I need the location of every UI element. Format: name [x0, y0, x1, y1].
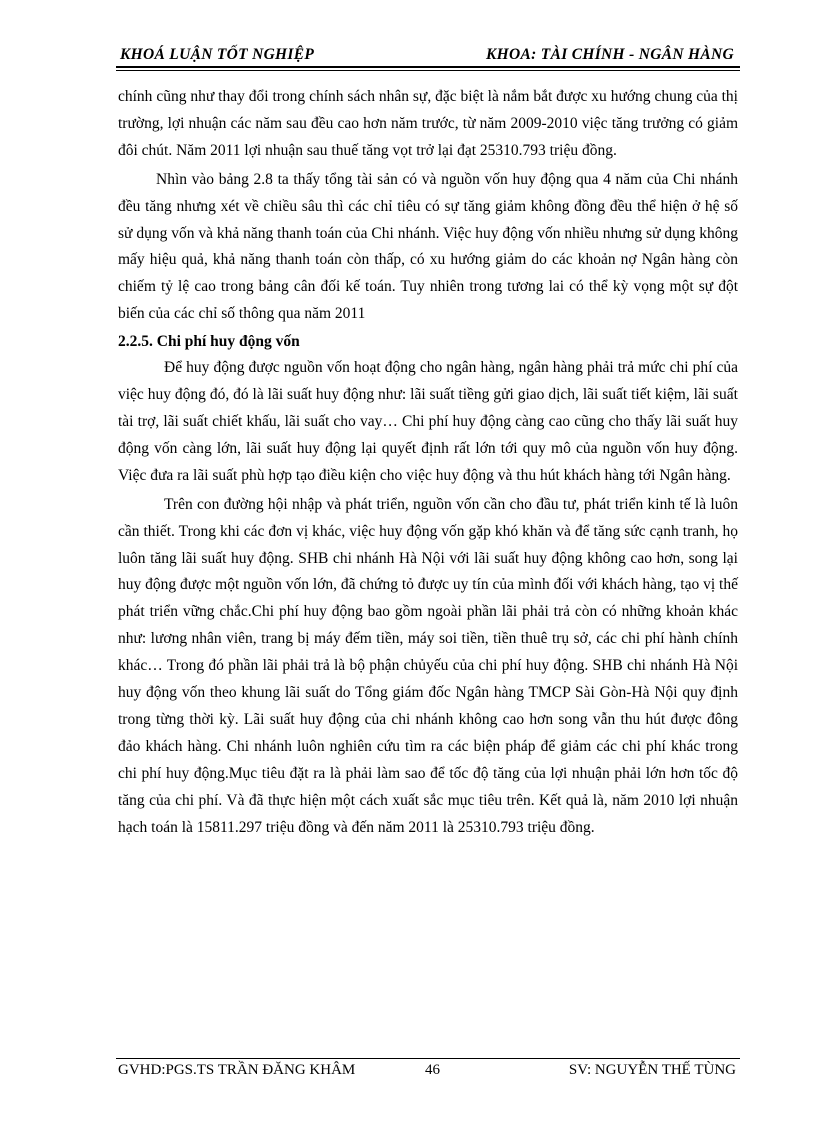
paragraph-cost-definition: Để huy động được nguồn vốn hoạt động cho ngân hàng, ngân hàng phải trả mức chi phí của việc huy động đó, đó là lãi suất huy động như: lãi suất tiềng gửi giao dịch, lãi suất tiết kiệm, lãi suất tài trợ, lãi suất chiết khấu, lãi suất cho vay… Chi phí huy động càng cao cũng cho thấy lãi suất huy động vốn càng lớn, lãi suất huy động lại quyết định rất lớn tới quy mô của nguồn vốn huy động. Việc đưa ra lãi suất phù hợp tạo điều kiện cho việc huy động và thu hút khách hàng tới Ngân hàng. — [118, 359, 738, 484]
page-footer — [118, 1062, 738, 1084]
footer-rule — [116, 1058, 740, 1059]
section-heading: 2.2.5. Chi phí huy động vốn — [118, 333, 300, 351]
paragraph-table-analysis: Nhìn vào bảng 2.8 ta thấy tổng tài sản có và nguồn vốn huy động qua 4 năm của Chi nhánh đều tăng nhưng xét về chiều sâu thì các chỉ tiêu có sự tăng giảm không đồng đều thể hiện ở hệ số sử dụng vốn và khả năng thanh toán của Chi nhánh. Việc huy động vốn nhiều nhưng sử dụng không mấy hiệu quả, khả năng thanh toán còn thấp, có xu hướng giảm do các khoản nợ Ngân hàng còn chiếm tỷ lệ cao trong bảng cân đối kế toán. Tuy nhiên trong tương lai có thể kỳ vọng một sự đột biến của các chỉ số thông qua năm 2011 — [118, 170, 738, 323]
header-rule-thin — [116, 70, 740, 71]
page-body — [118, 84, 738, 841]
paragraph-continued: chính cũng như thay đổi trong chính sách nhân sự, đặc biệt là nắm bắt được xu hướng chung của thị trường, lợi nhuận các năm sau đều cao hơn năm trước, từ năm 2009-2010 việc tăng trưởng có giảm đôi chút. Năm 2011 lợi nhuận sau thuế tăng vọt trở lại đạt 25310.793 triệu đồng. — [118, 88, 738, 159]
paragraph-integration: Trên con đường hội nhập và phát triển, nguồn vốn cần cho đầu tư, phát triển kinh tế là luôn cần thiết. Trong khi các đơn vị khác, việc huy động vốn gặp khó khăn và để tăng sức cạnh tranh, họ luôn tăng lãi suất huy động. SHB chi nhánh Hà Nội với lãi suất huy động không cao hơn, song lại huy động được một nguồn vốn lớn, đã chứng tỏ được uy tín của mình đối với khách hàng, tạo vị thế phát triển vững chắc.Chi phí huy động bao gồm ngoài phần lãi phải trả còn có những khoản khác như: lương nhân viên, trang bị máy đếm tiền, máy soi tiền, tiền thuê trụ sở, các chi phí hành chính khác… Trong đó phần lãi phải trả là bộ phận chủyếu của chi phí huy động. SHB chi nhánh Hà Nội huy động vốn theo khung lãi suất do Tổng giám đốc Ngân hàng TMCP Sài Gòn-Hà Nội quy định trong từng thời kỳ. Lãi suất huy động của chi nhánh không cao hơn song vẫn thu hút được đông đảo khách hàng. Chi nhánh luôn nghiên cứu tìm ra các biện pháp để giảm các chi phí khác trong chi phí huy động.Mục tiêu đặt ra là phải làm sao để tốc độ tăng của lợi nhuận phải lớn hơn tốc độ tăng của chi phí. Và đã thực hiện một cách xuất sắc mục tiêu trên. Kết quả là, năm 2010 lợi nhuận hạch toán là 15811.297 triệu đồng và đến năm 2011 là 25310.793 triệu đồng. — [118, 495, 738, 836]
header-faculty: KHOA: TÀI CHÍNH - NGÂN HÀNG — [486, 46, 734, 63]
page-number: 46 — [425, 1062, 440, 1078]
header-thesis-title: KHOÁ LUẬN TỐT NGHIỆP — [120, 46, 315, 63]
footer-student: SV: NGUYỄN THẾ TÙNG — [568, 1062, 736, 1078]
page-header — [118, 44, 738, 66]
header-rule-thick — [116, 66, 740, 68]
footer-supervisor: GVHD:PGS.TS TRẦN ĐĂNG KHÂM — [118, 1062, 356, 1078]
